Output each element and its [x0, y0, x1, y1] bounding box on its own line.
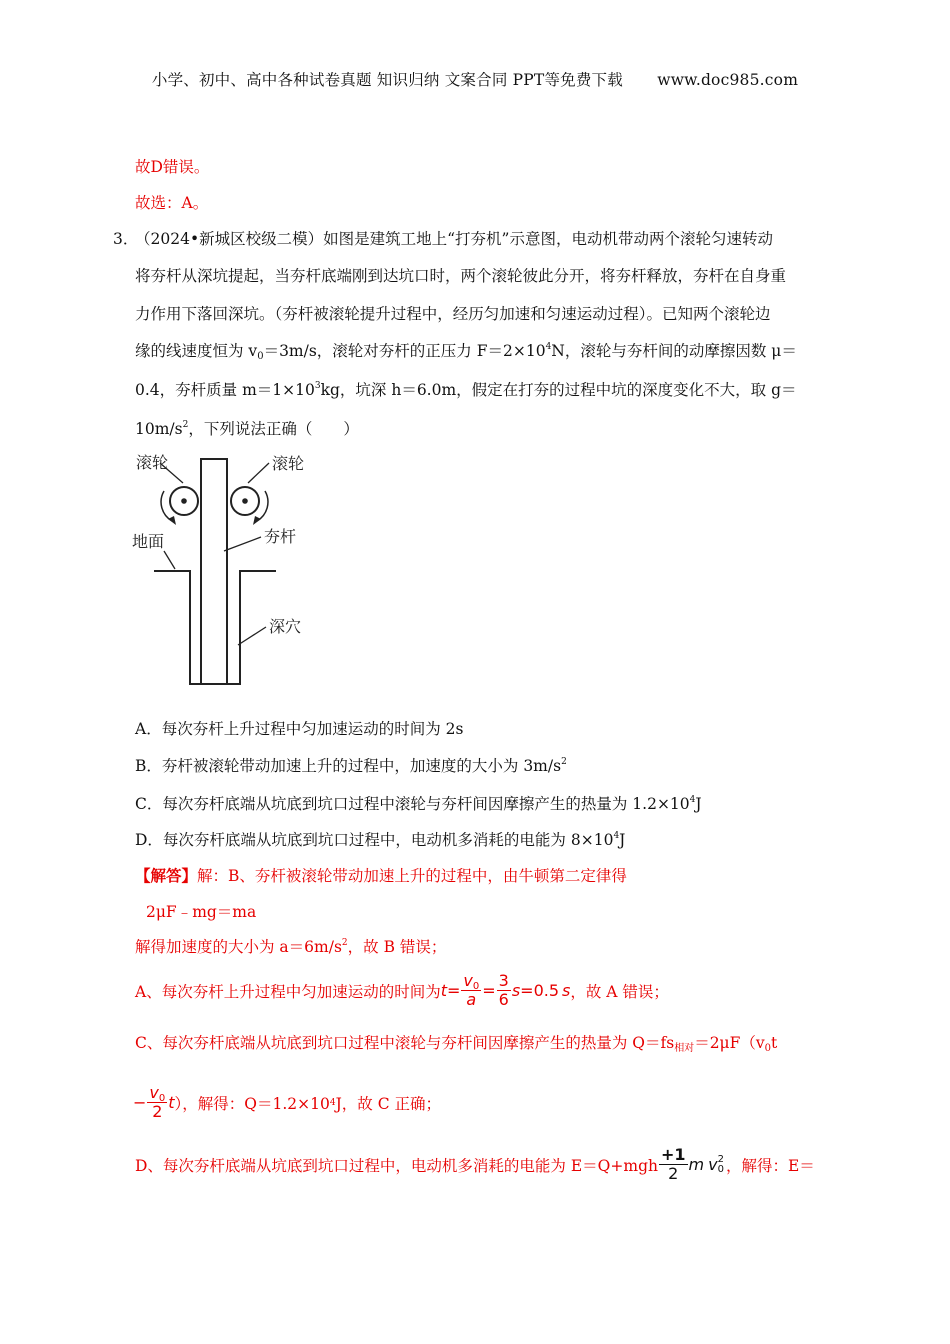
question-line-6: $10m/s^2$，下列说法正确（ ）	[135, 420, 359, 438]
question-number: 3．	[113, 230, 139, 248]
leader-right-wheel	[248, 463, 269, 483]
answer-acc: 解得加速度的大小为 $a=6m/s^2$，故 B 错误；	[135, 938, 447, 956]
label-ground: 地面	[132, 532, 165, 551]
label-rod: 夯杆	[264, 527, 297, 546]
frac-v0-over-2: $\frac{v_0}{2}$	[149, 1083, 166, 1121]
option-d: D．每次夯杆底端从坑底到坑口过程中，电动机多消耗的电能为 $8\times 10^4J$	[135, 831, 626, 849]
leader-rod	[224, 537, 261, 551]
answer-c-line-1: C、每次夯杆底端从坑底到坑口过程中滚轮与夯杆间因摩擦产生的热量为 $Q=fs_{相对}=2\mu F(v_0t$	[135, 1034, 778, 1054]
right-wheel-axle	[242, 498, 248, 504]
prev-line-2: 故选：A。	[135, 194, 209, 212]
question-line-3: 力作用下落回深坑。（夯杆被滚轮提升过程中，经历匀加速和匀速运动过程）。已知两个滚轮边	[135, 305, 771, 323]
rod	[201, 459, 227, 684]
question-line-2: 将夯杆从深坑提起，当夯杆底端刚到达坑口时，两个滚轮彼此分开，将夯杆释放，夯杆在自身重	[135, 267, 787, 285]
question-line-5: 0.4，夯杆质量 $m=1\times 10^3kg$，坑深 h＝6.0m，假定在打夯的过程中坑的深度变化不大，取 g＝	[135, 381, 797, 399]
answer-intro: 【解答】解：B、夯杆被滚轮带动加速上升的过程中，由牛顿第二定律得	[135, 866, 627, 885]
page-header	[0, 68, 950, 90]
answer-d-line: D、每次夯杆底端从坑底到坑口过程中，电动机多消耗的电能为 E＝Q+mgh $\frac{+1}{2}$ m v 2 0 ，解得：E＝	[135, 1145, 815, 1183]
left-wheel-axle	[181, 498, 187, 504]
option-b: B．夯杆被滚轮带动加速上升的过程中，加速度的大小为 $3m/s^2$	[135, 757, 567, 775]
right-arrow-head	[253, 516, 261, 525]
prev-line-1: 故D错误。	[135, 158, 210, 176]
question-line-4: 缘的线速度恒为 $v_0=3m/s$，滚轮对夯杆的正压力 $F=2\times 10^4N$，滚轮与夯杆间的动摩擦因数 μ＝	[135, 342, 797, 362]
frac-1-over-2: $\frac{+1}{2}$	[660, 1145, 686, 1183]
frac-v0-over-a: $\frac{v_0}{a}$	[463, 971, 480, 1009]
header-site: www.doc985.com	[657, 71, 799, 89]
label-pit: 深穴	[269, 617, 302, 636]
left-arrow-head	[168, 516, 176, 525]
frac-3-over-6: $\frac{3}{6}$	[498, 971, 509, 1009]
answer-eq-1: 2μF﹣mg＝ma	[146, 903, 257, 921]
answer-tag: 【解答】	[135, 866, 198, 885]
option-c: C．每次夯杆底端从坑底到坑口过程中滚轮与夯杆间因摩擦产生的热量为 $1.2\times 10^4J$	[135, 795, 702, 813]
label-left-wheel: 滚轮	[136, 453, 169, 472]
option-a: A．每次夯杆上升过程中匀加速运动的时间为 2s	[135, 720, 464, 738]
header-text: 小学、初中、高中各种试卷真题 知识归纳 文案合同 PPT等免费下载	[151, 71, 623, 89]
ground-and-pit	[154, 571, 276, 684]
answer-c-line-2: − $\frac{v_0}{2}$ t ），解得：Q＝1.2×10 4 J，故 C 正确；	[133, 1083, 442, 1121]
answer-a-line: A、每次夯杆上升过程中匀加速运动的时间为 t = $\frac{v_0}{a}$ = $\frac{3}{6}$ s =0.5 s ，故 A 错误；	[135, 971, 669, 1009]
tamping-machine-diagram	[120, 445, 320, 690]
leader-pit	[238, 627, 266, 645]
leader-ground	[164, 551, 175, 569]
question-line-1: （2024•新城区校级二模）如图是建筑工地上“打夯机”示意图，电动机带动两个滚轮匀速转动	[135, 230, 773, 248]
leader-left-wheel	[160, 463, 183, 483]
label-right-wheel: 滚轮	[272, 454, 305, 473]
